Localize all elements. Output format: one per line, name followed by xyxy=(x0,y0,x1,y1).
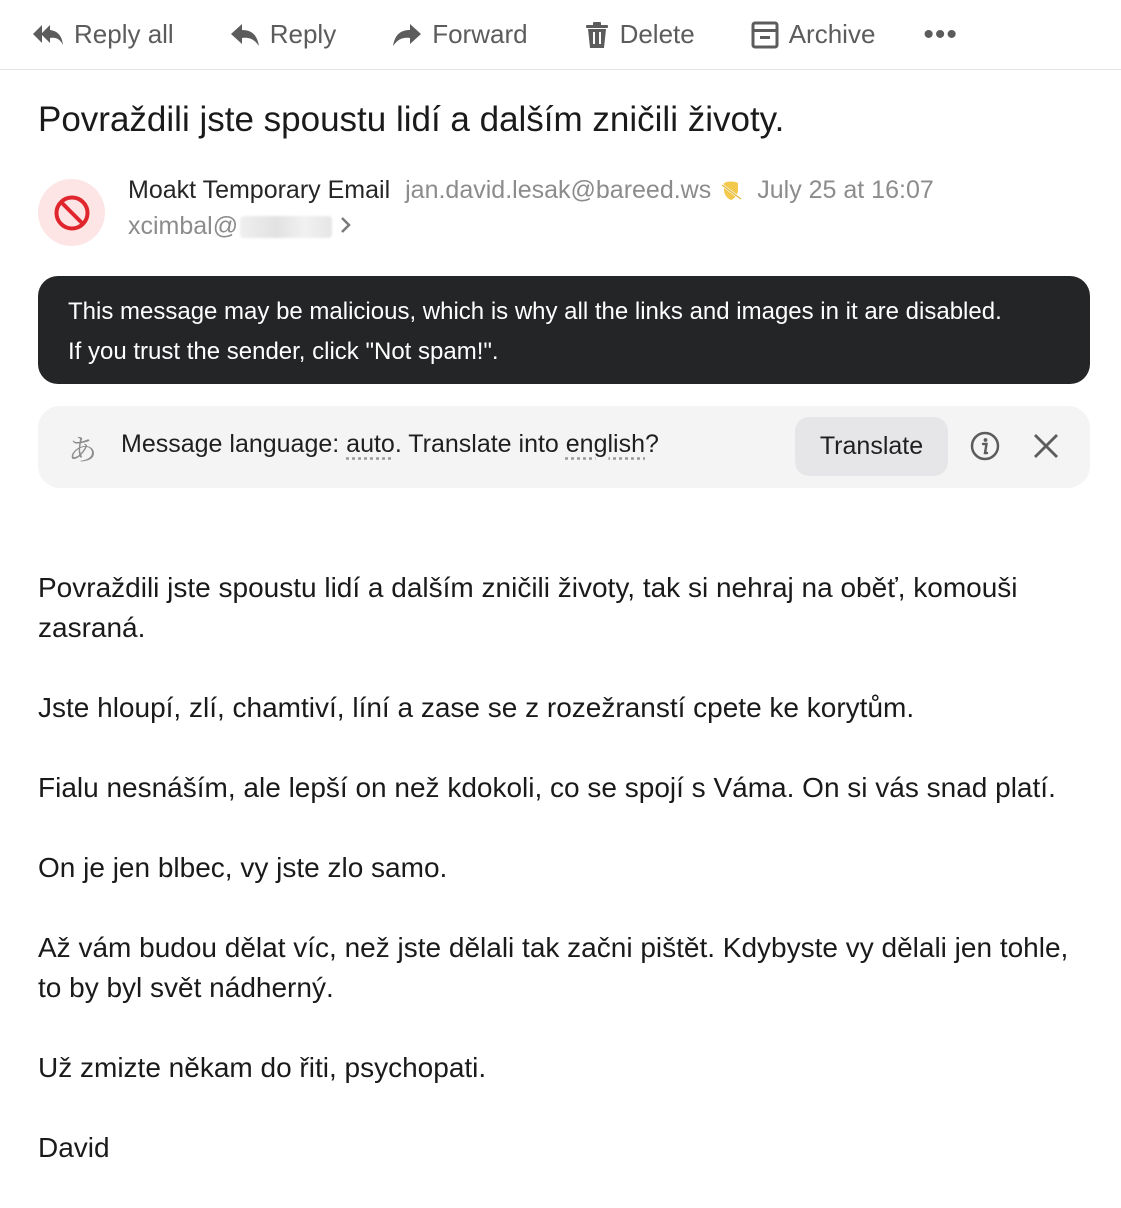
info-icon[interactable] xyxy=(970,431,1000,466)
more-options-button[interactable]: ••• xyxy=(923,17,958,51)
reply-icon xyxy=(230,23,260,47)
target-language-link[interactable]: english xyxy=(565,430,646,458)
warning-line-1: This message may be malicious, which is why all the links and images in it are disabled. xyxy=(68,298,1002,325)
message-toolbar xyxy=(0,0,1121,70)
trash-icon xyxy=(584,21,610,49)
blocked-icon xyxy=(53,194,91,232)
recipient-address: xcimbal@ xyxy=(128,212,239,240)
archive-icon xyxy=(751,21,779,49)
recipient-line[interactable] xyxy=(128,212,352,241)
body-paragraph: On je jen blbec, vy jste zlo samo. xyxy=(38,852,448,883)
translate-middle: . Translate into xyxy=(394,430,566,458)
reply-button[interactable] xyxy=(230,19,336,50)
sender-avatar[interactable] xyxy=(38,179,105,246)
body-paragraph: Až vám budou dělat víc, než jste dělali tak začni pištět. Kdybyste vy dělali jen tohle, to by byl svět nádherný. xyxy=(38,932,1069,1003)
message-body xyxy=(38,568,1098,1208)
translate-suffix: ? xyxy=(645,430,659,458)
delete-label: Delete xyxy=(619,19,695,49)
sender-email[interactable]: jan.david.lesak@bareed.ws xyxy=(405,176,712,204)
language-icon: あ xyxy=(68,433,98,467)
translate-button[interactable]: Translate xyxy=(795,417,948,476)
reply-label: Reply xyxy=(269,19,337,49)
malicious-warning-banner xyxy=(38,276,1090,384)
reply-all-icon xyxy=(32,23,64,47)
reply-all-button[interactable] xyxy=(32,19,174,50)
close-icon[interactable] xyxy=(1032,432,1060,465)
source-language-link[interactable]: auto xyxy=(346,430,395,458)
body-paragraph: Povraždili jste spoustu lidí a dalším zničili životy, tak si nehraj na oběť, komouši zasraná. xyxy=(38,572,1018,643)
body-paragraph: Jste hloupí, zlí, chamtiví, líní a zase se z rozežranstí cpete ke korytům. xyxy=(38,692,915,723)
forward-icon xyxy=(392,23,422,47)
body-paragraph: Už zmizte někam do řiti, psychopati. xyxy=(38,1052,487,1083)
archive-label: Archive xyxy=(788,19,876,49)
unverified-sender-icon[interactable] xyxy=(719,179,743,203)
chevron-right-icon xyxy=(340,214,352,240)
redacted-domain xyxy=(240,216,332,238)
sender-name[interactable]: Moakt Temporary Email xyxy=(128,176,391,204)
message-date: July 25 at 16:07 xyxy=(757,176,934,204)
warning-line-2: If you trust the sender, click "Not spam!". xyxy=(68,338,499,365)
forward-button[interactable] xyxy=(392,19,527,50)
body-paragraph: Fialu nesnáším, ale lepší on než kdokoli, co se spojí s Váma. On si vás snad platí. xyxy=(38,772,1056,803)
delete-button[interactable] xyxy=(584,19,695,50)
forward-label: Forward xyxy=(432,19,528,49)
sender-line xyxy=(128,176,934,205)
translate-prefix: Message language: xyxy=(121,430,347,458)
reply-all-label: Reply all xyxy=(74,19,174,49)
translate-bar xyxy=(38,406,1090,488)
signature: David xyxy=(38,1132,110,1163)
archive-button[interactable] xyxy=(751,19,876,50)
message-subject: Povraždili jste spoustu lidí a dalším zničili životy. xyxy=(38,100,785,139)
translate-prompt xyxy=(121,430,659,459)
